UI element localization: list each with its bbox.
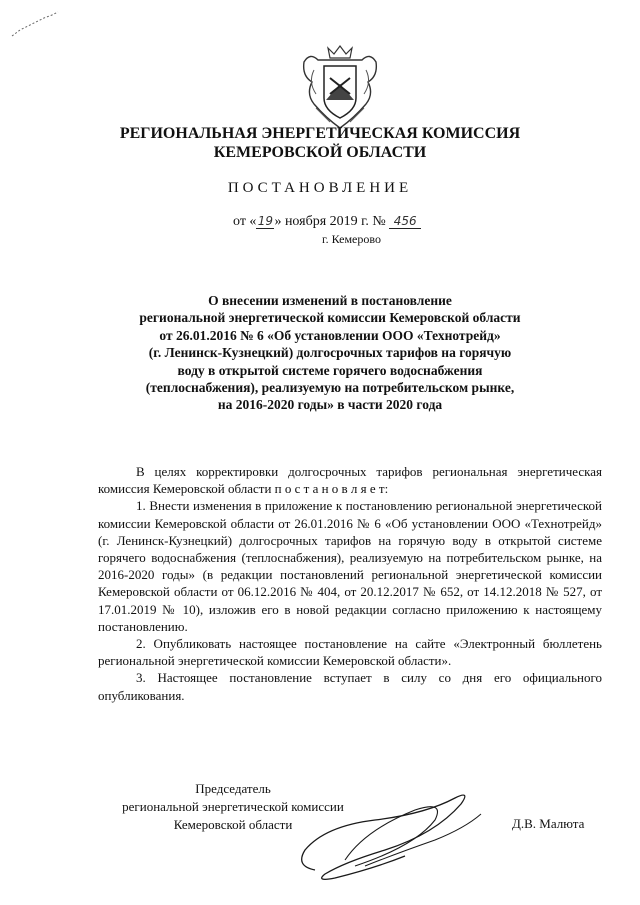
- subject-line: воду в открытой системе горячего водоснабжения: [177, 362, 483, 378]
- handwritten-signature: [285, 770, 485, 890]
- signatory-title-line3: Кемеровской области: [173, 817, 293, 832]
- subject-line: от 26.01.2016 № 6 «Об установлении ООО «Технотрейд»: [159, 327, 501, 343]
- subject-line: региональной энергетической комиссии Кемеровской области: [139, 310, 521, 326]
- coat-of-arms-emblem: [300, 42, 380, 136]
- document-subject: [120, 292, 540, 414]
- subject-line: (теплоснабжения), реализуемую на потребительском рынке,: [145, 380, 515, 396]
- date-line: [233, 214, 421, 230]
- corner-scribble-mark: [10, 10, 60, 40]
- date-day-handwritten: 19: [257, 214, 274, 228]
- body-paragraph-preamble: В целях корректировки долгосрочных тарифов региональная энергетическая комиссия Кемеровской области п о с т а н о в л я е т:: [98, 464, 602, 497]
- organization-title-line1: РЕГИОНАЛЬНАЯ ЭНЕРГЕТИЧЕСКАЯ КОМИССИЯ: [119, 125, 521, 142]
- organization-title: [0, 124, 640, 162]
- signatory-title-line1: Председатель: [195, 781, 271, 796]
- signatory-name: Д.В. Малюта: [512, 816, 585, 831]
- body-paragraph-item-1: 1. Внести изменения в приложение к постановлению региональной энергетической комиссии Кемеровской области от 26.01.2016 № 6 «Об установлении ООО «Технотрейд» (г. Ленинск-Кузнецкий) долгосрочных тарифов на горячую воду в открытой системе горячего водоснабжения (теплоснабжения), реализуемую на потребительском рынке, на 2016-2020 годы» (в редакции постановлений региональной энергетической комиссии Кемеровской области от 06.12.2016 № 404, от 20.12.2017 № 652, от 14.12.2018 № 527, от 17.01.2019 № 10), изложив его в новой редакции согласно приложению к настоящему постановлению.: [98, 498, 602, 634]
- city-label: г. Кемерово: [322, 232, 381, 246]
- subject-line: на 2016-2020 годы» в части 2020 года: [217, 397, 443, 413]
- signatory-title-line2: региональной энергетической комиссии: [122, 799, 344, 814]
- date-prefix: от «: [233, 214, 257, 229]
- subject-line: (г. Ленинск-Кузнецкий) долгосрочных тарифов на горячую: [148, 345, 512, 361]
- body-paragraph-item-3: 3. Настоящее постановление вступает в силу со дня его официального опубликования.: [98, 670, 602, 703]
- document-number-handwritten: 456: [389, 215, 421, 229]
- organization-title-line2: КЕМЕРОВСКОЙ ОБЛАСТИ: [213, 144, 427, 161]
- body-paragraph-item-2: 2. Опубликовать настоящее постановление на сайте «Электронный бюллетень региональной энергетической комиссии Кемеровской области».: [98, 636, 602, 669]
- subject-line: О внесении изменений в постановление: [208, 293, 452, 308]
- date-middle: » ноября 2019 г. №: [274, 214, 386, 229]
- document-body: [98, 463, 602, 704]
- document-type-heading: ПОСТАНОВЛЕНИЕ: [227, 180, 413, 196]
